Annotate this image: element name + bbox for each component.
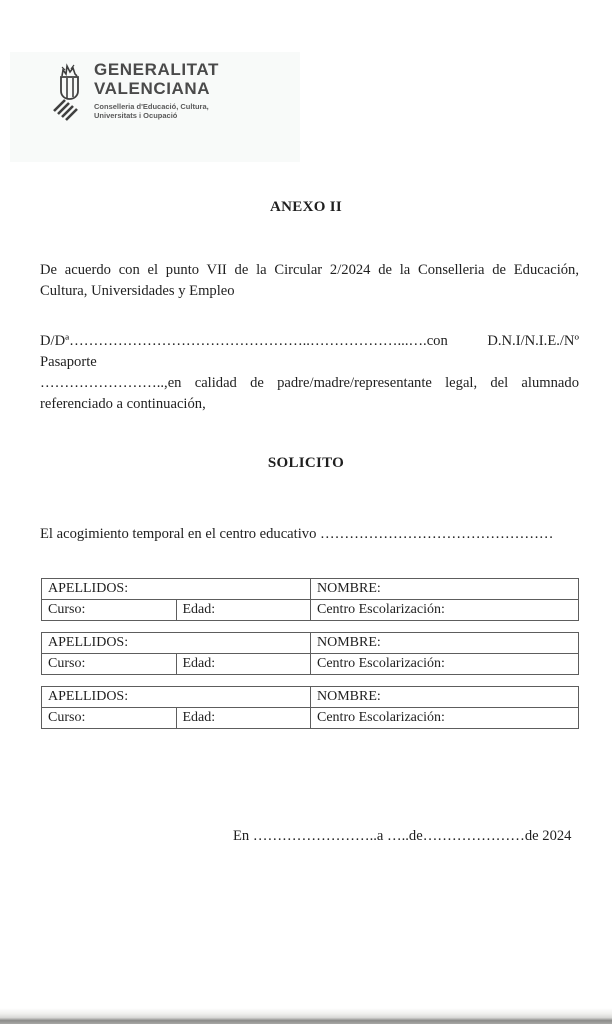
edad-label-cell: Edad: [176,708,311,729]
table-row [42,633,579,654]
logo-block [50,60,219,129]
logo-subtitle-line1: Conselleria d'Educació, Cultura, [94,102,209,111]
apellidos-label-cell: APELLIDOS: [42,687,311,708]
table-row [42,579,579,600]
centro-label-cell: Centro Escolarización: [311,600,579,621]
nombre-label-cell: NOMBRE: [311,687,579,708]
apellidos-label-cell: APELLIDOS: [42,579,311,600]
centro-label-cell: Centro Escolarización: [311,708,579,729]
logo-title-line1: GENERALITAT [94,60,219,79]
page-bottom-edge [0,1008,612,1024]
centro-label-cell: Centro Escolarización: [311,654,579,675]
date-line: En ……………………..a …..de…………………de 2024 [233,828,572,844]
declarant-line-1: D/Dª…………………………………………..………………...….con D.N.I/N.I.E./Nº Pasaporte [40,333,579,370]
student-table-2 [41,632,579,675]
logo-title-line2: VALENCIANA [94,79,211,98]
apellidos-label-cell: APELLIDOS: [42,633,311,654]
logo-subtitle [94,102,219,120]
document-title: ANEXO II [270,199,342,215]
edad-label-cell: Edad: [176,600,311,621]
nombre-label-cell: NOMBRE: [311,633,579,654]
intro-line-1: De acuerdo con el punto VII de la Circular 2/2024 de la Conselleria de Educación, [40,262,579,278]
curso-label-cell: Curso: [42,708,177,729]
table-row [42,687,579,708]
intro-line-2: Cultura, Universidades y Empleo [40,283,235,299]
table-row [42,708,579,729]
declarant-line-3: referenciado a continuación, [40,396,206,412]
intro-paragraph [40,260,579,302]
logo-subtitle-line2: Universitats i Ocupació [94,111,178,120]
declarant-paragraph [40,331,579,415]
table-row [42,654,579,675]
curso-label-cell: Curso: [42,600,177,621]
edad-label-cell: Edad: [176,654,311,675]
student-table-1 [41,578,579,621]
declarant-line-2: ……………………..,en calidad de padre/madre/representante legal, del alumnado [40,375,579,391]
request-line: El acogimiento temporal en el centro educativo ………………………………………… [40,526,554,542]
gva-coat-of-arms-icon [50,60,94,129]
student-table-3 [41,686,579,729]
curso-label-cell: Curso: [42,654,177,675]
logo-text [94,60,219,120]
nombre-label-cell: NOMBRE: [311,579,579,600]
solicito-heading: SOLICITO [267,455,345,471]
table-row [42,600,579,621]
